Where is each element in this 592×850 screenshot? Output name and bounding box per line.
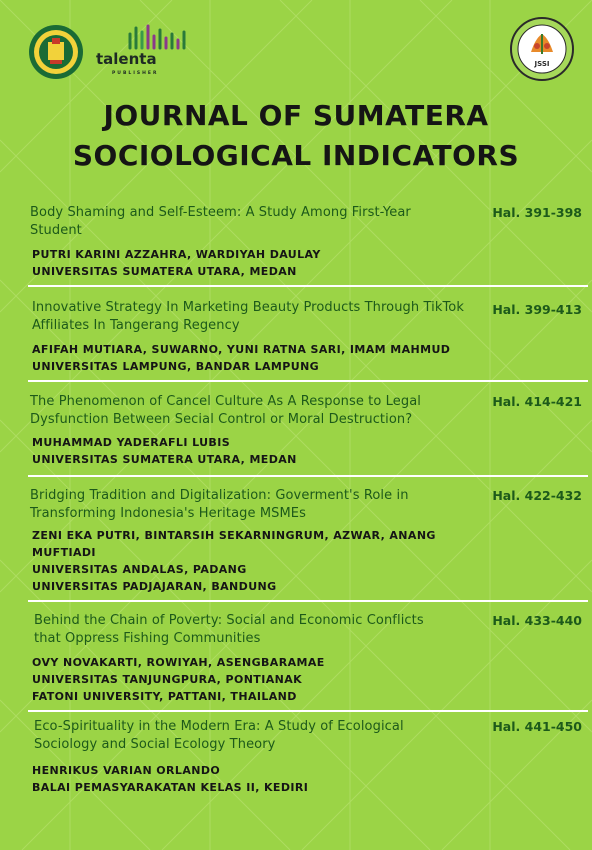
- jssi-label: JSSI: [534, 60, 550, 68]
- divider: [28, 475, 588, 477]
- talenta-publisher-logo: [92, 22, 198, 80]
- publisher-name: talenta: [96, 50, 157, 68]
- article-affiliation: UNIVERSITAS LAMPUNG, BANDAR LAMPUNG: [32, 360, 320, 373]
- article-authors: MUHAMMAD YADERAFLI LUBIS: [32, 436, 231, 449]
- article-meta: [32, 527, 462, 595]
- article-authors: HENRIKUS VARIAN ORLANDO: [32, 764, 221, 777]
- divider: [28, 710, 588, 712]
- article-pages: Hal. 399-413: [492, 302, 582, 317]
- article-title: Bridging Tradition and Digitalization: Goverment's Role in Transforming Indonesia's Heritage MSMEs: [30, 488, 409, 521]
- article-meta: [32, 654, 462, 705]
- article-meta: [32, 762, 462, 796]
- university-seal-icon: [28, 24, 84, 80]
- article-title: Innovative Strategy In Marketing Beauty Products Through TikTok Affiliates In Tangerang Regency: [32, 300, 464, 333]
- divider: [28, 285, 588, 287]
- journal-title-line2: SOCIOLOGICAL INDICATORS: [72, 139, 520, 172]
- article-title: Eco-Spirituality in the Modern Era: A Study of Ecological Sociology and Social Ecology Theory: [34, 719, 404, 752]
- jssi-badge-icon: [509, 16, 575, 82]
- article-authors: AFIFAH MUTIARA, SUWARNO, YUNI RATNA SARI, IMAM MAHMUD: [32, 343, 451, 356]
- article-pages: Hal. 433-440: [492, 613, 582, 628]
- talenta-bars-icon: [92, 22, 198, 52]
- article-title: The Phenomenon of Cancel Culture As A Response to Legal Dysfunction Between Secial Control or Moral Destruction?: [30, 394, 422, 427]
- article-affiliation: UNIVERSITAS ANDALAS, PADANG: [32, 563, 247, 576]
- journal-title: [0, 96, 592, 176]
- article-affiliation: UNIVERSITAS TANJUNGPURA, PONTIANAK: [32, 673, 303, 686]
- article-affiliation: UNIVERSITAS SUMATERA UTARA, MEDAN: [32, 453, 297, 466]
- publisher-sub: PUBLISHER: [112, 71, 159, 76]
- article-pages: Hal. 441-450: [492, 719, 582, 734]
- article-affiliation: UNIVERSITAS PADJAJARAN, BANDUNG: [32, 580, 277, 593]
- article-title: Behind the Chain of Poverty: Social and Economic Conflicts that Oppress Fishing Communities: [34, 613, 424, 646]
- article-meta: [32, 434, 462, 468]
- article-meta: [32, 341, 462, 375]
- journal-title-line1: JOURNAL OF SUMATERA: [103, 99, 489, 132]
- article-authors: ZENI EKA PUTRI, BINTARSIH SEKARNINGRUM, AZWAR, ANANG MUFTIADI: [32, 529, 436, 559]
- article-affiliation: UNIVERSITAS SUMATERA UTARA, MEDAN: [32, 265, 297, 278]
- article-pages: Hal. 414-421: [492, 394, 582, 409]
- divider: [28, 600, 588, 602]
- article-affiliation: FATONI UNIVERSITY, PATTANI, THAILAND: [32, 690, 297, 703]
- jssi-badge: [509, 16, 575, 82]
- article-pages: Hal. 422-432: [492, 488, 582, 503]
- divider: [28, 380, 588, 382]
- article-authors: PUTRI KARINI AZZAHRA, WARDIYAH DAULAY: [32, 248, 321, 261]
- article-pages: Hal. 391-398: [492, 205, 582, 220]
- article-meta: [32, 246, 462, 280]
- article-affiliation: BALAI PEMASYARAKATAN KELAS II, KEDIRI: [32, 781, 309, 794]
- article-authors: OVY NOVAKARTI, ROWIYAH, ASENGBARAMAE: [32, 656, 325, 669]
- article-title: Body Shaming and Self-Esteem: A Study Among First-Year Student: [30, 205, 411, 238]
